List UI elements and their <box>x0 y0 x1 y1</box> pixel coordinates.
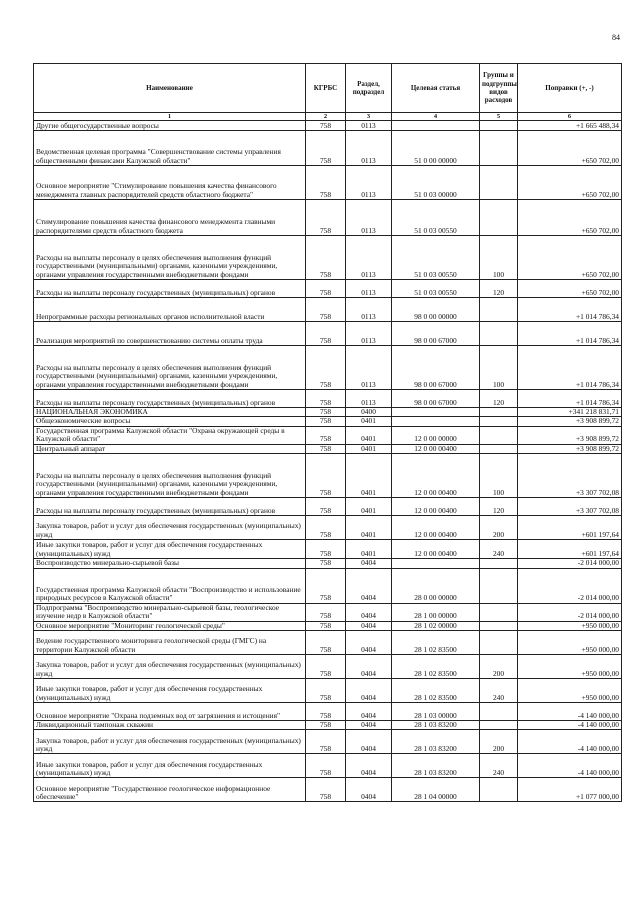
row-amount: +3 908 899,72 <box>518 417 622 426</box>
header-kgrbs: КГРБС <box>306 64 346 113</box>
row-group: 100 <box>480 236 518 280</box>
row-kgrbs: 758 <box>306 298 346 322</box>
row-amount: -2 014 000,00 <box>518 568 622 603</box>
row-section: 0113 <box>346 166 392 200</box>
row-kgrbs: 758 <box>306 631 346 655</box>
header-section: Раздел, подраздел <box>346 64 392 113</box>
row-target: 28 1 03 83200 <box>392 730 480 754</box>
row-amount: +3 908 899,72 <box>518 444 622 453</box>
row-kgrbs: 758 <box>306 454 346 498</box>
row-name: Другие общегосударственные вопросы <box>34 121 306 131</box>
row-section: 0113 <box>346 131 392 166</box>
row-group: 100 <box>480 346 518 390</box>
row-kgrbs: 758 <box>306 540 346 559</box>
row-kgrbs: 758 <box>306 754 346 778</box>
row-target: 28 1 03 83200 <box>392 721 480 730</box>
row-kgrbs: 758 <box>306 603 346 621</box>
row-section: 0401 <box>346 426 392 444</box>
row-amount: +1 014 786,34 <box>518 298 622 322</box>
row-section: 0404 <box>346 631 392 655</box>
row-group: 240 <box>480 679 518 703</box>
table-row <box>34 131 622 166</box>
row-kgrbs: 758 <box>306 516 346 540</box>
column-number: 4 <box>392 113 480 121</box>
row-section: 0404 <box>346 621 392 630</box>
row-name: Расходы на выплаты персоналу государственных (муниципальных) органов <box>34 280 306 298</box>
row-section: 0401 <box>346 454 392 498</box>
row-section: 0401 <box>346 540 392 559</box>
row-group <box>480 444 518 453</box>
row-name: Ликвидационный тампонаж скважин <box>34 721 306 730</box>
row-target: 28 1 02 00000 <box>392 621 480 630</box>
row-group <box>480 603 518 621</box>
row-section: 0404 <box>346 703 392 721</box>
row-section: 0404 <box>346 655 392 679</box>
table-body <box>34 121 622 802</box>
row-name: Реализация мероприятий по совершенствованию системы оплаты труда <box>34 322 306 346</box>
row-kgrbs: 758 <box>306 322 346 346</box>
row-group <box>480 131 518 166</box>
row-name: Расходы на выплаты персоналу государственных (муниципальных) органов <box>34 390 306 408</box>
row-target <box>392 559 480 568</box>
row-kgrbs: 758 <box>306 236 346 280</box>
row-amount: -4 140 000,00 <box>518 721 622 730</box>
row-section: 0404 <box>346 754 392 778</box>
row-group: 200 <box>480 730 518 754</box>
page-number: 84 <box>612 33 620 42</box>
row-amount: +650 702,00 <box>518 280 622 298</box>
table-row <box>34 730 622 754</box>
table-row <box>34 679 622 703</box>
row-amount: +950 000,00 <box>518 621 622 630</box>
row-section: 0113 <box>346 121 392 131</box>
row-group <box>480 200 518 236</box>
row-group <box>480 408 518 417</box>
row-kgrbs: 758 <box>306 679 346 703</box>
row-group: 100 <box>480 454 518 498</box>
row-kgrbs: 758 <box>306 166 346 200</box>
row-name: Расходы на выплаты персоналу в целях обеспечения выполнения функций государственными (муниципальными) органами, казенными учреждениями, органами управления государственными внебюджетными фондами <box>34 454 306 498</box>
row-name: Ведомственная целевая программа "Совершенствование системы управления общественными финансами Калужской области" <box>34 131 306 166</box>
row-amount: +601 197,64 <box>518 516 622 540</box>
row-kgrbs: 758 <box>306 280 346 298</box>
row-group <box>480 322 518 346</box>
row-group: 120 <box>480 280 518 298</box>
row-amount: +950 000,00 <box>518 631 622 655</box>
row-target: 12 0 00 00000 <box>392 426 480 444</box>
row-kgrbs: 758 <box>306 121 346 131</box>
row-name: Расходы на выплаты персоналу в целях обеспечения выполнения функций государственными (муниципальными) органами, казенными учреждениями, органами управления государственными внебюджетными фондами <box>34 346 306 390</box>
row-amount: +950 000,00 <box>518 655 622 679</box>
row-target: 28 1 04 00000 <box>392 778 480 802</box>
row-group: 200 <box>480 516 518 540</box>
row-kgrbs: 758 <box>306 621 346 630</box>
row-target: 28 1 02 83500 <box>392 631 480 655</box>
row-amount: +3 307 702,08 <box>518 498 622 516</box>
table-row <box>34 390 622 408</box>
table-row <box>34 540 622 559</box>
row-group <box>480 621 518 630</box>
table-row <box>34 778 622 802</box>
row-name: Расходы на выплаты персоналу в целях обеспечения выполнения функций государственными (муниципальными) органами, казенными учреждениями, органами управления государственными внебюджетными фондами <box>34 236 306 280</box>
row-kgrbs: 758 <box>306 200 346 236</box>
row-section: 0113 <box>346 236 392 280</box>
table-row <box>34 721 622 730</box>
header-amendment: Поправки (+, -) <box>518 64 622 113</box>
row-amount: +3 908 899,72 <box>518 426 622 444</box>
row-kgrbs: 758 <box>306 426 346 444</box>
row-group: 240 <box>480 540 518 559</box>
column-number: 5 <box>480 113 518 121</box>
row-name: Воспроизводство минерально-сырьевой базы <box>34 559 306 568</box>
column-number: 1 <box>34 113 306 121</box>
row-kgrbs: 758 <box>306 721 346 730</box>
row-name: Основное мероприятие "Мониторинг геологической среды" <box>34 621 306 630</box>
row-group <box>480 298 518 322</box>
row-name: Иные закупки товаров, работ и услуг для обеспечения государственных (муниципальных) нужд <box>34 540 306 559</box>
row-kgrbs: 758 <box>306 417 346 426</box>
row-name: НАЦИОНАЛЬНАЯ ЭКОНОМИКА <box>34 408 306 417</box>
row-amount: +650 702,00 <box>518 166 622 200</box>
column-number: 3 <box>346 113 392 121</box>
row-amount: -2 014 000,00 <box>518 603 622 621</box>
row-section: 0404 <box>346 778 392 802</box>
row-section: 0113 <box>346 346 392 390</box>
row-kgrbs: 758 <box>306 390 346 408</box>
row-group <box>480 721 518 730</box>
row-target: 51 0 00 00000 <box>392 131 480 166</box>
row-group <box>480 778 518 802</box>
row-target <box>392 408 480 417</box>
column-number: 2 <box>306 113 346 121</box>
row-target: 98 0 00 00000 <box>392 298 480 322</box>
row-target: 28 1 03 83200 <box>392 754 480 778</box>
row-name: Ведение государственного мониторинга геологической среды (ГМГС) на территории Калужской области <box>34 631 306 655</box>
table-row <box>34 322 622 346</box>
row-section: 0401 <box>346 498 392 516</box>
row-section: 0404 <box>346 603 392 621</box>
row-name: Общеэкономические вопросы <box>34 417 306 426</box>
table-row <box>34 703 622 721</box>
row-section: 0404 <box>346 679 392 703</box>
row-amount: +1 077 000,00 <box>518 778 622 802</box>
row-name: Иные закупки товаров, работ и услуг для обеспечения государственных (муниципальных) нужд <box>34 754 306 778</box>
row-amount: +341 218 831,71 <box>518 408 622 417</box>
row-kgrbs: 758 <box>306 703 346 721</box>
row-kgrbs: 758 <box>306 408 346 417</box>
row-target: 51 0 03 00550 <box>392 200 480 236</box>
row-name: Стимулирование повышения качества финансового менеджмента главными распорядителями средств областного бюджета <box>34 200 306 236</box>
row-amount: +650 702,00 <box>518 200 622 236</box>
row-amount: -2 014 000,00 <box>518 559 622 568</box>
row-section: 0404 <box>346 559 392 568</box>
row-target: 28 0 00 00000 <box>392 568 480 603</box>
row-amount: -4 140 000,00 <box>518 703 622 721</box>
row-section: 0113 <box>346 200 392 236</box>
row-section: 0404 <box>346 730 392 754</box>
row-kgrbs: 758 <box>306 131 346 166</box>
row-name: Основное мероприятие "Охрана подземных вод от загрязнения и истощения" <box>34 703 306 721</box>
table-row <box>34 516 622 540</box>
row-group <box>480 631 518 655</box>
row-target: 98 0 00 67000 <box>392 322 480 346</box>
row-target: 28 1 00 00000 <box>392 603 480 621</box>
row-amount: -4 140 000,00 <box>518 730 622 754</box>
header-name: Наименование <box>34 64 306 113</box>
table-row <box>34 568 622 603</box>
row-target: 51 0 03 00550 <box>392 236 480 280</box>
row-group: 240 <box>480 754 518 778</box>
row-section: 0113 <box>346 322 392 346</box>
row-group <box>480 568 518 603</box>
row-kgrbs: 758 <box>306 730 346 754</box>
row-amount: +1 014 786,34 <box>518 322 622 346</box>
column-number-row <box>34 113 622 121</box>
table-row <box>34 454 622 498</box>
row-name: Расходы на выплаты персоналу государственных (муниципальных) органов <box>34 498 306 516</box>
row-name: Закупка товаров, работ и услуг для обеспечения государственных (муниципальных) нужд <box>34 655 306 679</box>
row-section: 0113 <box>346 280 392 298</box>
row-kgrbs: 758 <box>306 568 346 603</box>
row-section: 0401 <box>346 444 392 453</box>
row-kgrbs: 758 <box>306 444 346 453</box>
row-target: 98 0 00 67000 <box>392 390 480 408</box>
row-target: 51 0 03 00000 <box>392 166 480 200</box>
row-name: Государственная программа Калужской области "Охрана окружающей среды в Калужской области" <box>34 426 306 444</box>
row-group <box>480 166 518 200</box>
row-group: 200 <box>480 655 518 679</box>
table-row <box>34 754 622 778</box>
row-target <box>392 121 480 131</box>
header-group: Группы и подгруппы видов расходов <box>480 64 518 113</box>
table-row <box>34 559 622 568</box>
row-target <box>392 417 480 426</box>
table-row <box>34 280 622 298</box>
row-name: Подпрограмма "Воспроизводство минерально-сырьевой базы, геологическое изучение недр в Калужской области" <box>34 603 306 621</box>
table-row <box>34 166 622 200</box>
row-target: 12 0 00 00400 <box>392 516 480 540</box>
column-number: 6 <box>518 113 622 121</box>
row-target: 12 0 00 00400 <box>392 444 480 453</box>
table-row <box>34 346 622 390</box>
row-amount: +1 014 786,34 <box>518 390 622 408</box>
row-group <box>480 417 518 426</box>
row-group <box>480 559 518 568</box>
row-target: 12 0 00 00400 <box>392 498 480 516</box>
row-section: 0113 <box>346 298 392 322</box>
header-target: Целевая статья <box>392 64 480 113</box>
row-target: 28 1 02 83500 <box>392 655 480 679</box>
row-name: Непрограммные расходы региональных органов исполнительной власти <box>34 298 306 322</box>
row-amount: +950 000,00 <box>518 679 622 703</box>
row-target: 12 0 00 00400 <box>392 454 480 498</box>
row-name: Центральный аппарат <box>34 444 306 453</box>
row-name: Закупка товаров, работ и услуг для обеспечения государственных (муниципальных) нужд <box>34 516 306 540</box>
row-amount: -4 140 000,00 <box>518 754 622 778</box>
row-section: 0400 <box>346 408 392 417</box>
row-section: 0404 <box>346 721 392 730</box>
table-row <box>34 200 622 236</box>
row-name: Основное мероприятие "Стимулирование повышения качества финансового менеджмента главных распорядителей средств областного бюджета" <box>34 166 306 200</box>
row-section: 0401 <box>346 516 392 540</box>
budget-amendments-table <box>33 63 622 802</box>
row-kgrbs: 758 <box>306 655 346 679</box>
row-kgrbs: 758 <box>306 498 346 516</box>
row-target: 51 0 03 00550 <box>392 280 480 298</box>
row-group <box>480 426 518 444</box>
row-section: 0113 <box>346 390 392 408</box>
row-target: 28 1 02 83500 <box>392 679 480 703</box>
table-row <box>34 298 622 322</box>
row-name: Иные закупки товаров, работ и услуг для обеспечения государственных (муниципальных) нужд <box>34 679 306 703</box>
row-amount: +1 665 488,34 <box>518 121 622 131</box>
table-row <box>34 444 622 453</box>
row-group <box>480 703 518 721</box>
row-name: Основное мероприятие "Государственное геологическое информационное обеспечение" <box>34 778 306 802</box>
row-amount: +1 014 786,34 <box>518 346 622 390</box>
row-amount: +650 702,00 <box>518 131 622 166</box>
table-row <box>34 631 622 655</box>
row-group: 120 <box>480 498 518 516</box>
table-row <box>34 236 622 280</box>
table-row <box>34 426 622 444</box>
table-header-row <box>34 64 622 113</box>
row-name: Закупка товаров, работ и услуг для обеспечения государственных (муниципальных) нужд <box>34 730 306 754</box>
row-kgrbs: 758 <box>306 346 346 390</box>
table-row <box>34 655 622 679</box>
table-row <box>34 603 622 621</box>
row-group: 120 <box>480 390 518 408</box>
row-amount: +601 197,64 <box>518 540 622 559</box>
row-group <box>480 121 518 131</box>
table-row <box>34 417 622 426</box>
row-name: Государственная программа Калужской области "Воспроизводство и использование природных ресурсов в Калужской области" <box>34 568 306 603</box>
row-section: 0404 <box>346 568 392 603</box>
row-target: 98 0 00 67000 <box>392 346 480 390</box>
table-row <box>34 621 622 630</box>
row-kgrbs: 758 <box>306 559 346 568</box>
row-section: 0401 <box>346 417 392 426</box>
row-target: 12 0 00 00400 <box>392 540 480 559</box>
row-kgrbs: 758 <box>306 778 346 802</box>
row-amount: +650 702,00 <box>518 236 622 280</box>
table-row <box>34 498 622 516</box>
row-target: 28 1 03 00000 <box>392 703 480 721</box>
row-amount: +3 307 702,08 <box>518 454 622 498</box>
table-row <box>34 121 622 131</box>
